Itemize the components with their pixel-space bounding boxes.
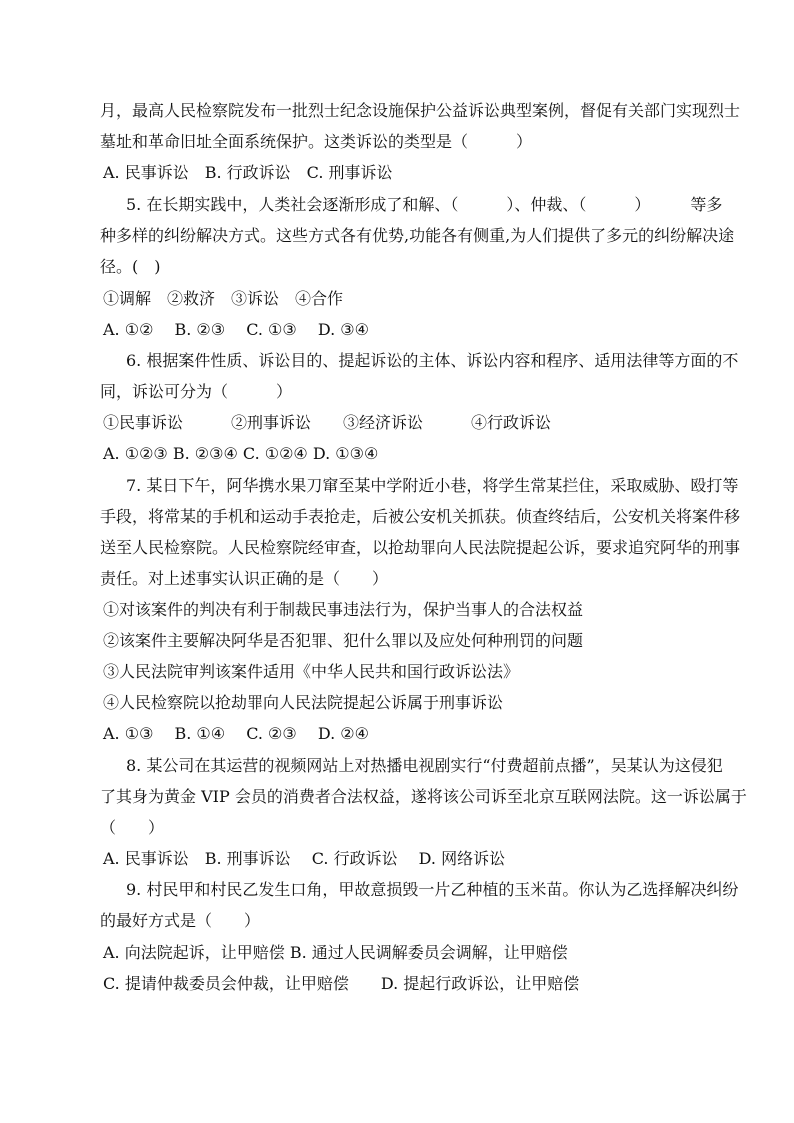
q7-choice-2: ②该案件主要解决阿华是否犯罪、犯什么罪以及应处何种刑罚的问题 bbox=[103, 631, 584, 650]
q7-stem-line-1: 7. 某日下午，阿华携水果刀窜至某中学附近小巷，将学生常某拦住，采取威胁、殴打等 bbox=[126, 476, 739, 495]
q4-options: A. 民事诉讼 B. 行政诉讼 C. 刑事诉讼 bbox=[103, 163, 393, 182]
q5-stem-line-1: 5. 在长期实践中，人类社会逐渐形成了和解、（ ）、仲裁、（ ） 等多 bbox=[126, 195, 723, 214]
q9-stem-line-1: 9. 村民甲和村民乙发生口角，甲故意损毁一片乙种植的玉米苗。你认为乙选择解决纠纷 bbox=[126, 880, 739, 899]
q9-options-line-1: A. 向法院起诉，让甲赔偿 B. 通过人民调解委员会调解，让甲赔偿 bbox=[103, 943, 568, 962]
q7-stem-line-3: 送至人民检察院。人民检察院经审查，以抢劫罪向人民法院提起公诉，要求追究阿华的刑事 bbox=[100, 538, 741, 557]
q8-options: A. 民事诉讼 B. 刑事诉讼 C. 行政诉讼 D. 网络诉讼 bbox=[103, 849, 506, 868]
q9-stem-line-2: 的最好方式是（ ） bbox=[100, 911, 261, 930]
q7-stem-line-2: 手段，将常某的手机和运动手表抢走，后被公安机关抓获。侦查终结后，公安机关将案件移 bbox=[100, 507, 741, 526]
q5-options: A. ①② B. ②③ C. ①③ D. ③④ bbox=[103, 320, 369, 339]
q8-stem-line-3: （ ） bbox=[100, 818, 165, 837]
q7-stem-line-4: 责任。对上述事实认识正确的是（ ） bbox=[100, 569, 389, 588]
q7-options: A. ①③ B. ①④ C. ②③ D. ②④ bbox=[103, 724, 369, 743]
q9-options-line-2: C. 提请仲裁委员会仲裁，让甲赔偿 D. 提起行政诉讼，让甲赔偿 bbox=[103, 974, 580, 993]
q5-choices: ①调解 ②救济 ③诉讼 ④合作 bbox=[103, 289, 344, 308]
q6-choices: ①民事诉讼 ②刑事诉讼 ③经济诉讼 ④行政诉讼 bbox=[103, 413, 552, 432]
q6-options: A. ①②③ B. ②③④ C. ①②④ D. ①③④ bbox=[103, 444, 379, 463]
q6-stem-line-2: 同，诉讼可分为（ ） bbox=[100, 382, 293, 401]
q5-stem-line-2: 种多样的纠纷解决方式。这些方式各有优势,功能各有侧重,为人们提供了多元的纠纷解决途 bbox=[100, 226, 735, 245]
q7-choice-4: ④人民检察院以抢劫罪向人民法院提起公诉属于刑事诉讼 bbox=[103, 693, 504, 712]
q5-stem-line-3: 径。( ) bbox=[100, 257, 161, 276]
q4-stem-line-2: 墓址和革命旧址全面系统保护。这类诉讼的类型是（ ） bbox=[100, 132, 533, 151]
q6-stem-line-1: 6. 根据案件性质、诉讼目的、提起诉讼的主体、诉讼内容和程序、适用法律等方面的不 bbox=[126, 351, 739, 370]
q8-stem-line-1: 8. 某公司在其运营的视频网站上对热播电视剧实行“付费超前点播”，吴某认为这侵犯 bbox=[126, 756, 723, 775]
q7-choice-3: ③人民法院审判该案件适用《中华人民共和国行政诉讼法》 bbox=[103, 662, 520, 681]
q8-stem-line-2: 了其身为黄金 VIP 会员的消费者合法权益，遂将该公司诉至北京互联网法院。这一诉讼属于 bbox=[100, 787, 747, 806]
q7-choice-1: ①对该案件的判决有利于制裁民事违法行为，保护当事人的合法权益 bbox=[103, 600, 584, 619]
q4-stem-line-1: 月，最高人民检察院发布一批烈士纪念设施保护公益诉讼典型案例，督促有关部门实现烈士 bbox=[100, 101, 741, 120]
